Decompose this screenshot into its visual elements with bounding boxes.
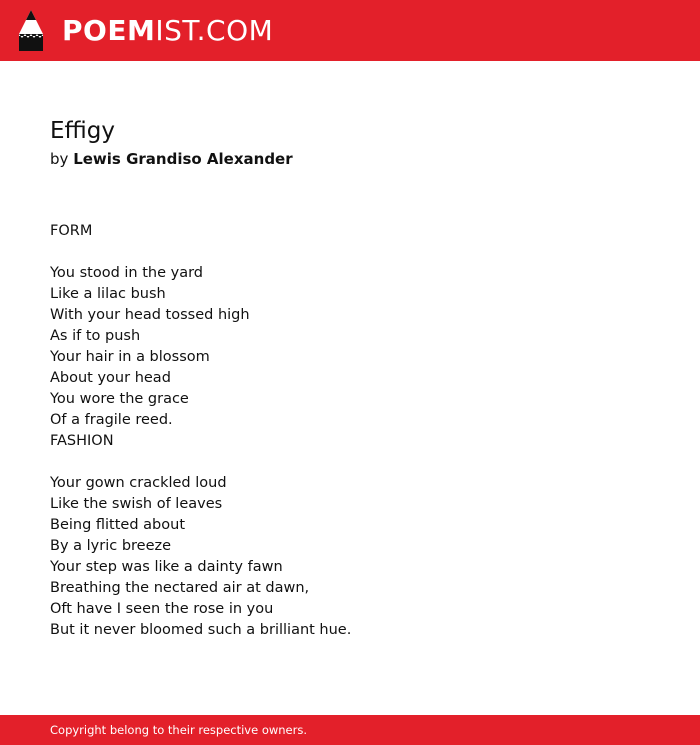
poem-line: With your head tossed high xyxy=(50,307,250,323)
author-link[interactable]: Lewis Grandiso Alexander xyxy=(73,150,293,168)
poem-line: FASHION xyxy=(50,433,114,449)
byline xyxy=(50,147,670,171)
poem-line: Being flitted about xyxy=(50,517,186,533)
site-header xyxy=(0,0,700,61)
poem-line: Your step was like a dainty fawn xyxy=(50,559,283,575)
site-footer xyxy=(0,715,700,745)
poem-body xyxy=(50,221,670,641)
poem-line: About your head xyxy=(50,370,171,386)
poem-line: Of a fragile reed. xyxy=(50,412,173,428)
poem-line: Oft have I seen the rose in you xyxy=(50,601,274,617)
byline-prefix: by xyxy=(50,150,69,168)
poem-line: Breathing the nectared air at dawn, xyxy=(50,580,310,596)
poem-line: Like a lilac bush xyxy=(50,286,166,302)
poem-line: But it never bloomed such a brilliant hue. xyxy=(50,622,352,638)
poem-line: You wore the grace xyxy=(50,391,189,407)
site-logo-link[interactable] xyxy=(17,9,273,53)
poem-line: Your gown crackled loud xyxy=(50,475,227,491)
poem-line: Your hair in a blossom xyxy=(50,349,210,365)
poem-article xyxy=(50,116,670,641)
poem-line: As if to push xyxy=(50,328,141,344)
poem-line xyxy=(50,242,670,263)
pencil-icon xyxy=(17,9,45,53)
site-logo-text xyxy=(62,9,273,53)
copyright-text: Copyright belong to their respective owners. xyxy=(50,723,308,737)
poem-line: FORM xyxy=(50,223,93,239)
poem-line: Like the swish of leaves xyxy=(50,496,223,512)
poem-line xyxy=(50,452,670,473)
poem-line: You stood in the yard xyxy=(50,265,204,281)
logo-text-strong: POEM xyxy=(62,14,156,47)
poem-title: Effigy xyxy=(50,118,115,144)
poem-line: By a lyric breeze xyxy=(50,538,172,554)
logo-text-light: IST.COM xyxy=(155,14,274,47)
